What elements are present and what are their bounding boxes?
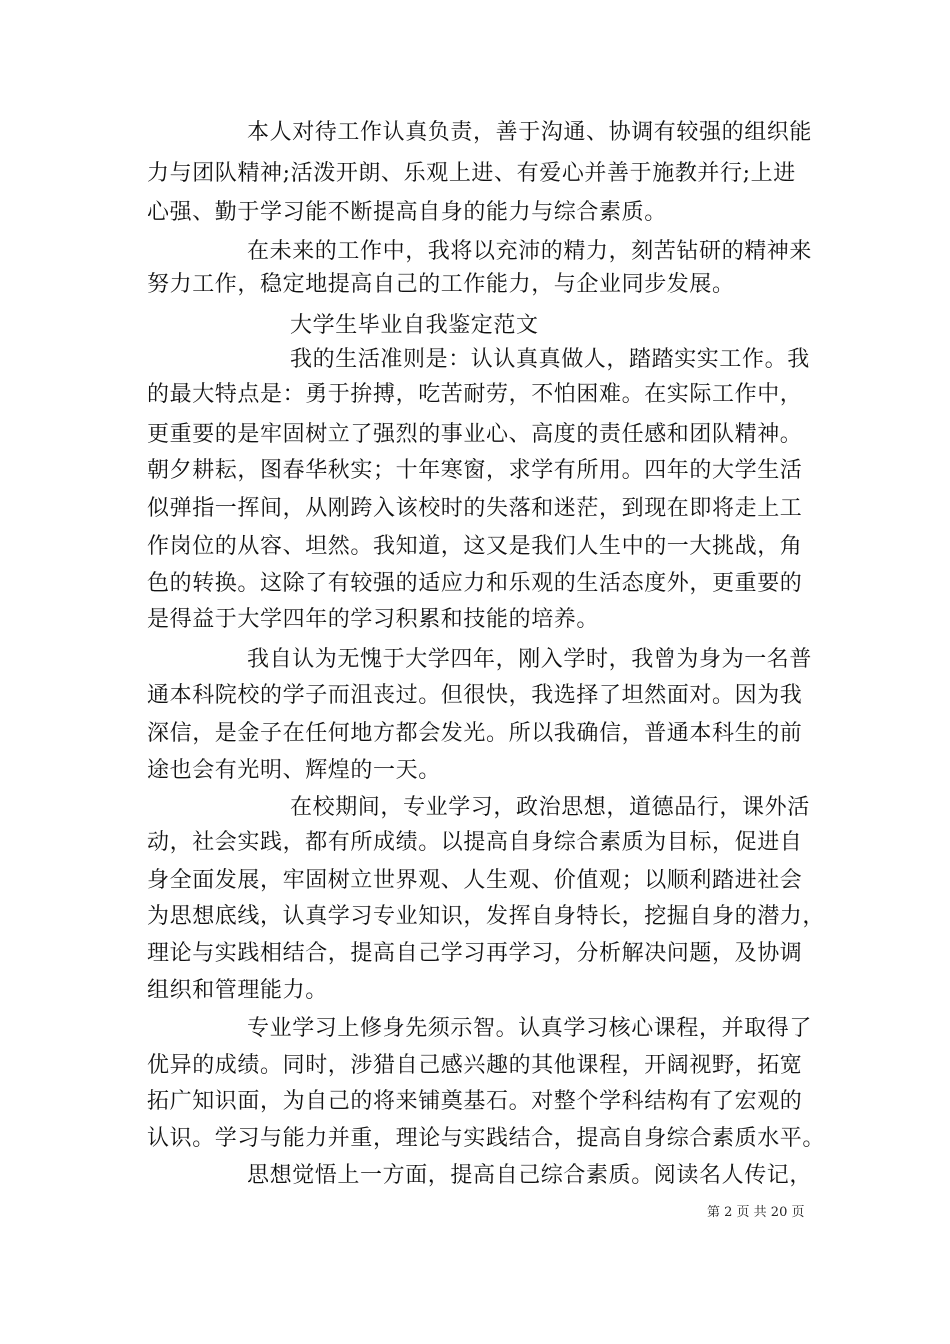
text-line: 我自认为无愧于大学四年，刚入学时，我曾为身为一名普: [247, 647, 813, 672]
text-line: 心强、勤于学习能不断提高自身的能力与综合素质。: [147, 200, 667, 225]
text-line: 作岗位的从容、坦然。我知道，这又是我们人生中的一大挑战，角: [147, 534, 803, 559]
text-line: 深信，是金子在任何地方都会发光。所以我确信，普通本科生的前: [147, 721, 803, 746]
text-line: 为思想底线，认真学习专业知识，发挥自身特长，挖掘自身的潜力，: [147, 904, 826, 929]
text-line: 拓广知识面，为自己的将来铺奠基石。对整个学科结构有了宏观的: [147, 1089, 803, 1114]
text-line: 动，社会实践，都有所成绩。以提高自身综合素质为目标，促进自: [147, 830, 803, 855]
text-line: 色的转换。这除了有较强的适应力和乐观的生活态度外，更重要的: [147, 571, 803, 596]
text-line: 在校期间，专业学习，政治思想，道德品行，课外活: [290, 795, 810, 820]
text-line: 努力工作，稳定地提高自己的工作能力，与企业同步发展。: [147, 272, 735, 297]
text-line: 途也会有光明、辉煌的一天。: [147, 758, 441, 783]
page-footer: 第 2 页 共 20 页: [707, 1205, 805, 1220]
text-line: 的最大特点是：勇于拚搏，吃苦耐劳，不怕困难。在实际工作中，: [147, 382, 803, 407]
text-line: 组织和管理能力。: [147, 978, 328, 1003]
text-line: 我的生活准则是：认认真真做人，踏踏实实工作。我: [290, 347, 810, 372]
text-line: 更重要的是牢固树立了强烈的事业心、高度的责任感和团队精神。: [147, 422, 803, 447]
text-line: 优异的成绩。同时，涉猎自己感兴趣的其他课程，开阔视野，拓宽: [147, 1053, 803, 1078]
text-line: 认识。学习与能力并重，理论与实践结合，提高自身综合素质水平。: [147, 1126, 826, 1151]
text-line: 似弹指一挥间，从刚跨入该校时的失落和迷茫，到现在即将走上工: [147, 496, 803, 521]
text-line: 本人对待工作认真负责，善于沟通、协调有较强的组织能: [247, 120, 813, 145]
text-line: 力与团队精神;活泼开朗、乐观上进、有爱心并善于施教并行;上进: [147, 161, 796, 186]
text-line: 身全面发展，牢固树立世界观、人生观、价值观；以顺利踏进社会: [147, 868, 803, 893]
text-line: 思想觉悟上一方面，提高自己综合素质。阅读名人传记，: [247, 1163, 813, 1188]
text-line: 通本科院校的学子而沮丧过。但很快，我选择了坦然面对。因为我: [147, 683, 803, 708]
text-line: 专业学习上修身先须示智。认真学习核心课程，并取得了: [247, 1016, 813, 1041]
text-line: 在未来的工作中，我将以充沛的精力，刻苦钻研的精神来: [247, 239, 813, 264]
text-line: 朝夕耕耘，图春华秋实；十年寒窗，求学有所用。四年的大学生活: [147, 458, 803, 483]
text-line: 是得益于大学四年的学习积累和技能的培养。: [147, 607, 600, 632]
text-line: 理论与实践相结合，提高自己学习再学习，分析解决问题，及协调: [147, 941, 803, 966]
section-title: 大学生毕业自我鉴定范文: [290, 313, 539, 338]
